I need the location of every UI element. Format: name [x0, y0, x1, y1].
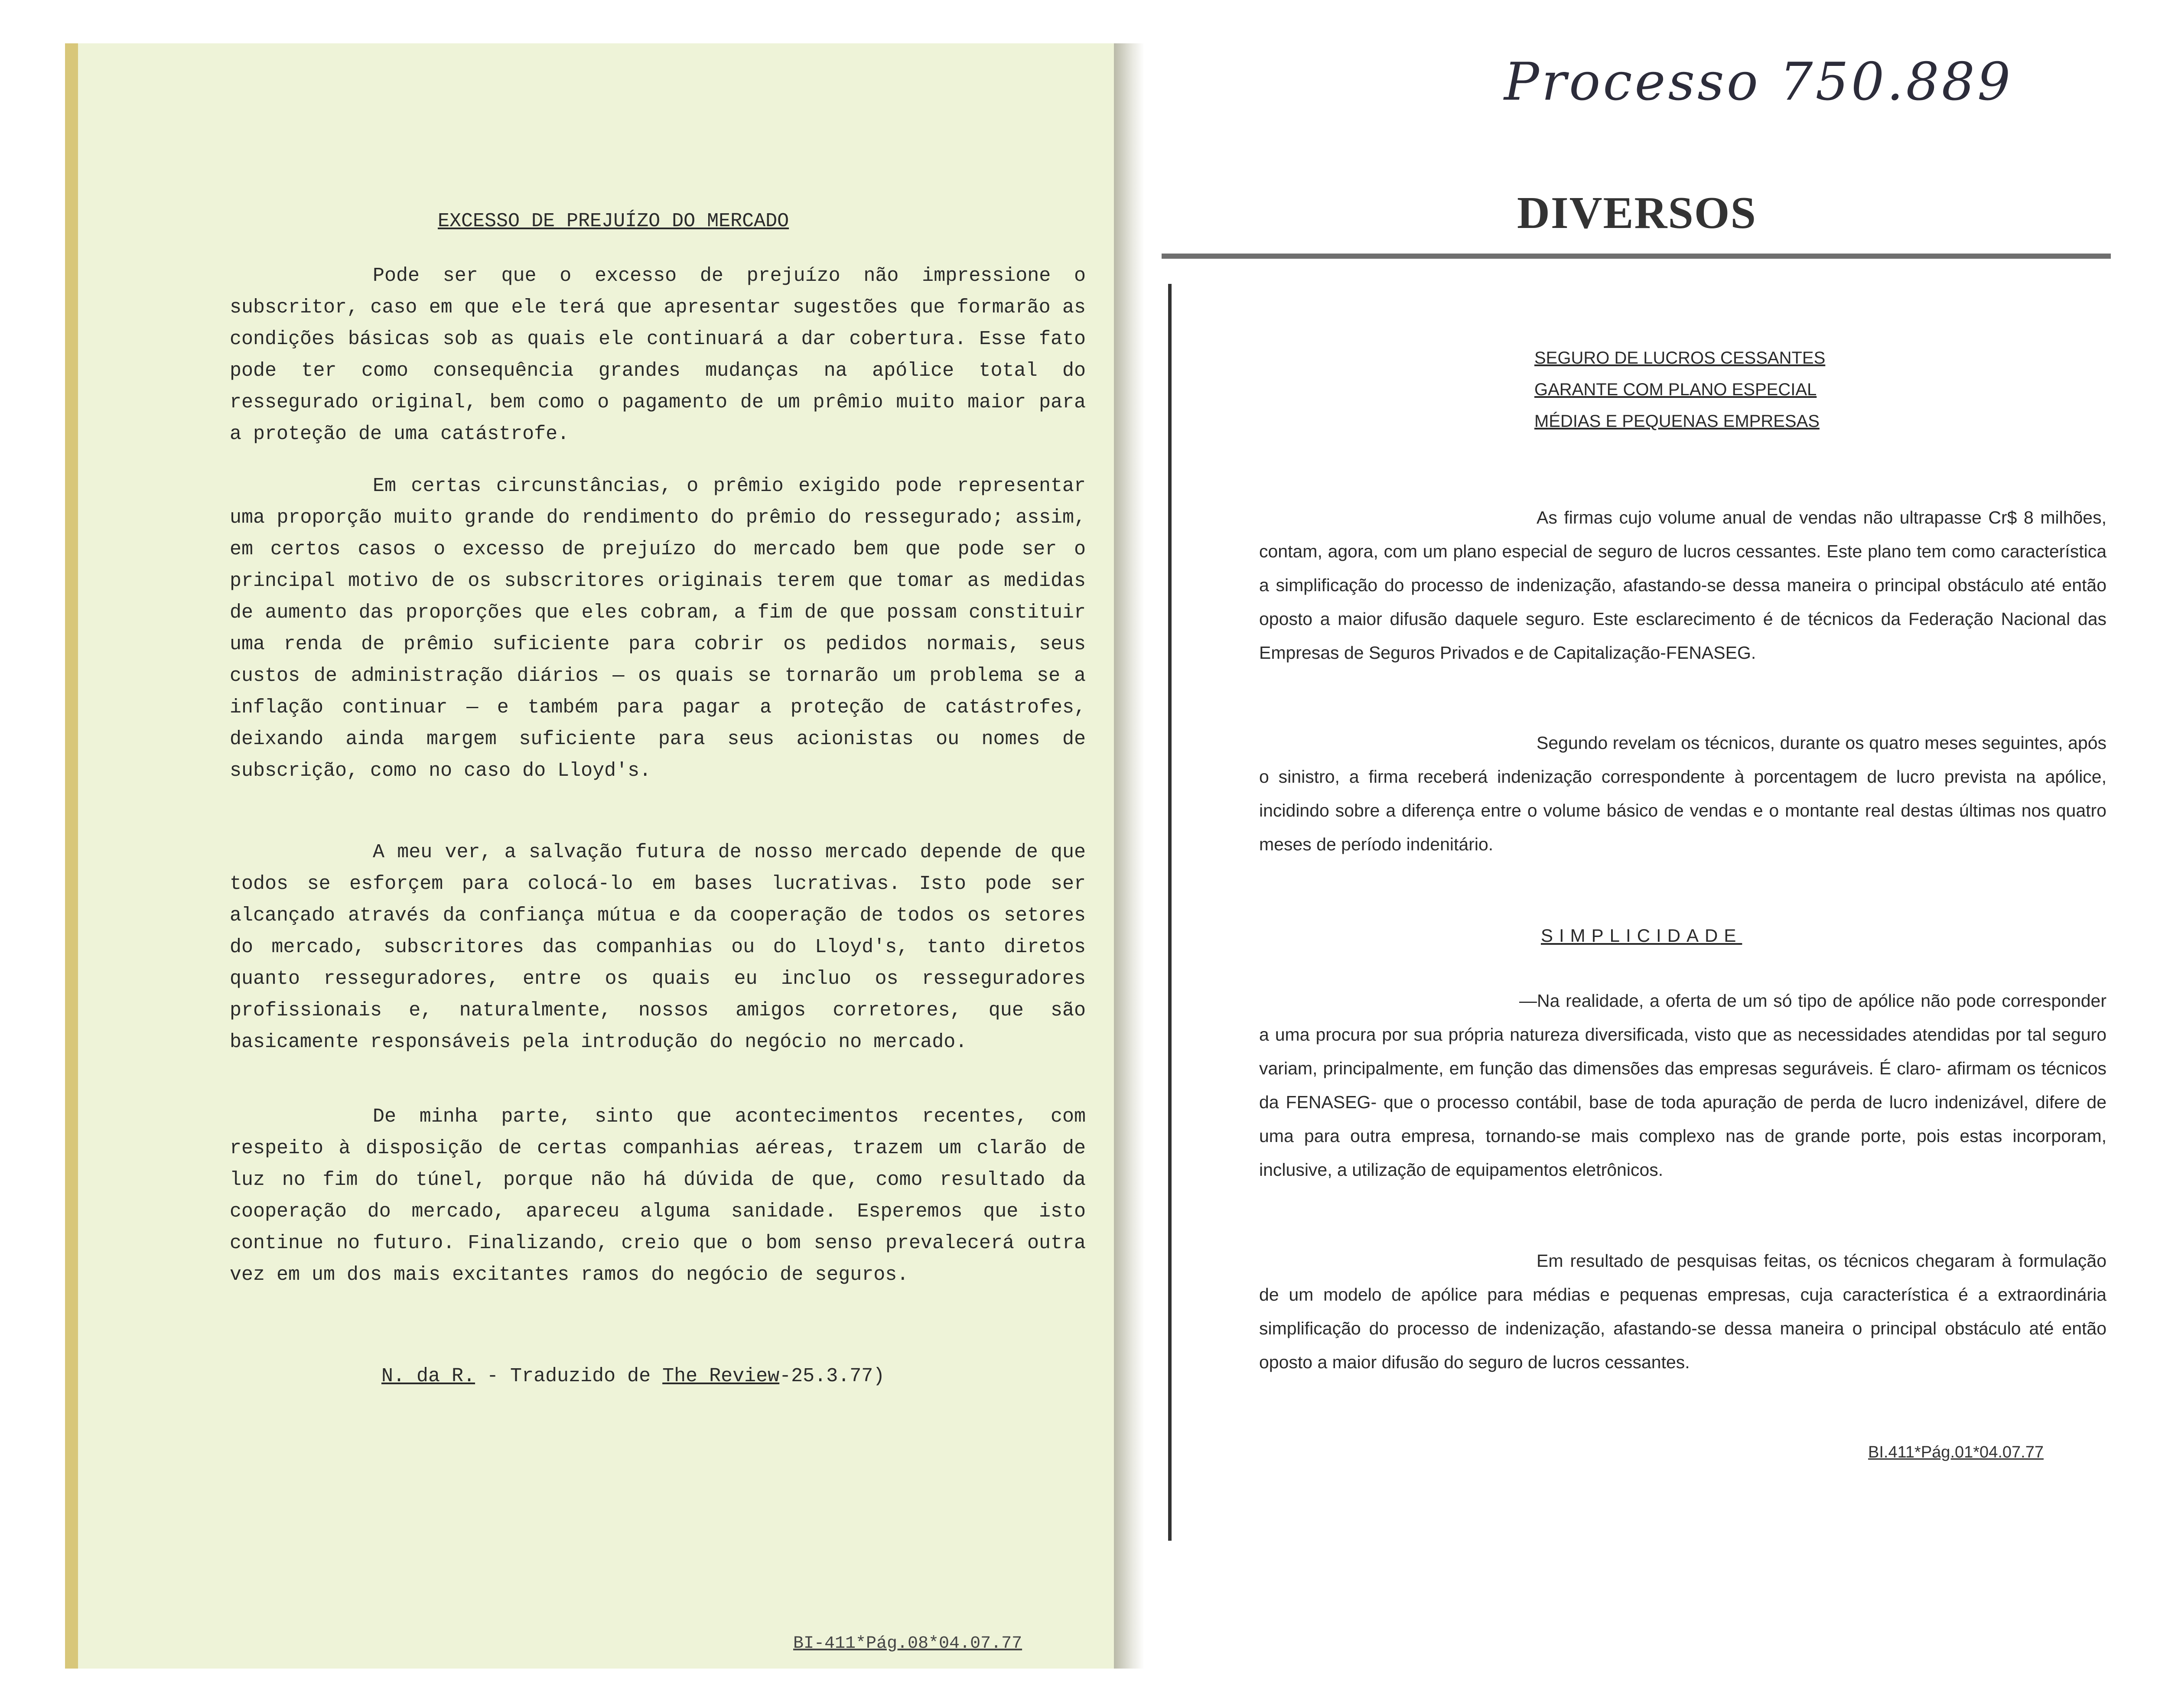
right-footer: BI.411*Pág.01*04.07.77 [1868, 1443, 2044, 1461]
left-paragraph-2 [230, 470, 1086, 787]
paragraph-text: A meu ver, a salvação futura de nosso mercado depende de que todos se esforçem para colocá-lo em bases lucrativas. Isto pode ser alcançado através da confiança mútua e da cooperação de todos os setores do mercado, subscritores das companhias ou do Lloyd's, tanto diretos quanto resseguradores, entre os quais eu incluo os resseguradores profissionais e, naturalmente, nossos amigos corretores, que são basicamente responsáveis pela introdução do negócio no mercado. [230, 841, 1086, 1053]
note-date: -25.3.77) [779, 1365, 885, 1387]
subheading: SIMPLICIDADE [1541, 925, 1742, 946]
headline-line-3: MÉDIAS E PEQUENAS EMPRESAS [1534, 412, 1820, 431]
section-title: DIVERSOS [1517, 187, 1757, 238]
headline-line-1: SEGURO DE LUCROS CESSANTES [1534, 348, 1826, 368]
left-heading: EXCESSO DE PREJUÍZO DO MERCADO [438, 210, 789, 232]
right-paragraph-1 [1259, 501, 2106, 670]
paragraph-text: As firmas cujo volume anual de vendas não ultrapasse Cr$ 8 milhões, contam, agora, com um plano especial de seguro de lucros cessantes. Este plano tem como característica a simplificação do processo de indenização, afastando-se dessa maneira o principal obstáculo até então oposto a maior difusão daquele seguro. Este esclarecimento é de técnicos da Federação Nacional das Empresas de Seguros Privados e de Capitalização-FENASEG. [1259, 508, 2106, 663]
note-prefix: N. da R. [381, 1365, 475, 1387]
paragraph-text: De minha parte, sinto que acontecimentos recentes, com respeito à disposição de certas companhias aéreas, trazem um clarão de luz no fim do túnel, porque não há dúvida de que, como resultado da cooperação do mercado, apareceu alguma sanidade. Esperemos que isto continue no futuro. Finalizando, creio que o bom senso prevalecerá outra vez em um dos mais excitantes ramos do negócio de seguros. [230, 1106, 1086, 1286]
paragraph-text: Pode ser que o excesso de prejuízo não impressione o subscritor, caso em que ele terá que apresentar sugestões que formarão as condições básicas sob as quais ele continuará a dar cobertura. Esse fato pode ter como consequência grandes mudanças na apólice total do ressegurado original, bem como o pagamento de um prêmio muito maior para a proteção de uma catástrofe. [230, 265, 1086, 445]
title-rule [1162, 254, 2111, 259]
left-footer: BI-411*Pág.08*04.07.77 [793, 1634, 1022, 1653]
page-gutter [1114, 43, 1144, 1669]
paragraph-text: Em certas circunstâncias, o prêmio exigido pode representar uma proporção muito grande do rendimento do prêmio do ressegurado; assim, em certos casos o excesso de prejuízo do mercado bem que pode ser o principal motivo de os subscritores originais terem que tomar as medidas de aumento das proporções que eles cobram, a fim de que possam constituir uma renda de prêmio suficiente para cobrir os pedidos normais, seus custos de administração diários — os quais se tornarão um problema se a inflação continuar — e também para pagar a proteção de catástrofes, deixando ainda margem suficiente para seus acionistas ou nomes de subscrição, como no caso do Lloyd's. [230, 475, 1086, 782]
handwritten-process-number: Processo 750.889 [1504, 52, 2013, 112]
right-paragraph-2 [1259, 726, 2106, 861]
margin-rule [1168, 284, 1172, 1541]
left-paragraph-4 [230, 1101, 1086, 1291]
right-paragraph-4 [1259, 1244, 2106, 1379]
left-paragraph-3 [230, 836, 1086, 1058]
paragraph-text: Em resultado de pesquisas feitas, os técnicos chegaram à formulação de um modelo de apólice para médias e pequenas empresas, cuja característica é a extraordinária simplificação do processo de indenização, afastando-se dessa maneira o principal obstáculo até então oposto a maior difusão do seguro de lucros cessantes. [1259, 1251, 2106, 1372]
translation-note [381, 1365, 885, 1387]
headline-line-2: GARANTE COM PLANO ESPECIAL [1534, 380, 1817, 399]
right-paragraph-3 [1259, 984, 2106, 1187]
note-middle: - Traduzido de [475, 1365, 663, 1387]
left-paragraph-1 [230, 260, 1086, 450]
paragraph-text: —Na realidade, a oferta de um só tipo de apólice não pode corresponder a uma procura por sua própria natureza diversificada, visto que as necessidades atendidas por tal seguro variam, principalmente, em função das dimensões das empresas seguráveis. É claro- afirmam os técnicos da FENASEG- que o processo contábil, base de toda apuração de perda de lucro indenizável, difere de uma para outra empresa, tornando-se mais complexo nas de grande porte, pois estas incorporam, inclusive, a utilização de equipamentos eletrônicos. [1259, 991, 2106, 1180]
paragraph-text: Segundo revelam os técnicos, durante os quatro meses seguintes, após o sinistro, a firma receberá indenização correspondente à porcentagem de lucro prevista na apólice, incidindo sobre a diferença entre o volume básico de vendas e o montante real destas últimas nos quatro meses de período indenitário. [1259, 733, 2106, 854]
article-headline [1534, 342, 1825, 437]
note-source: The Review [662, 1365, 780, 1387]
